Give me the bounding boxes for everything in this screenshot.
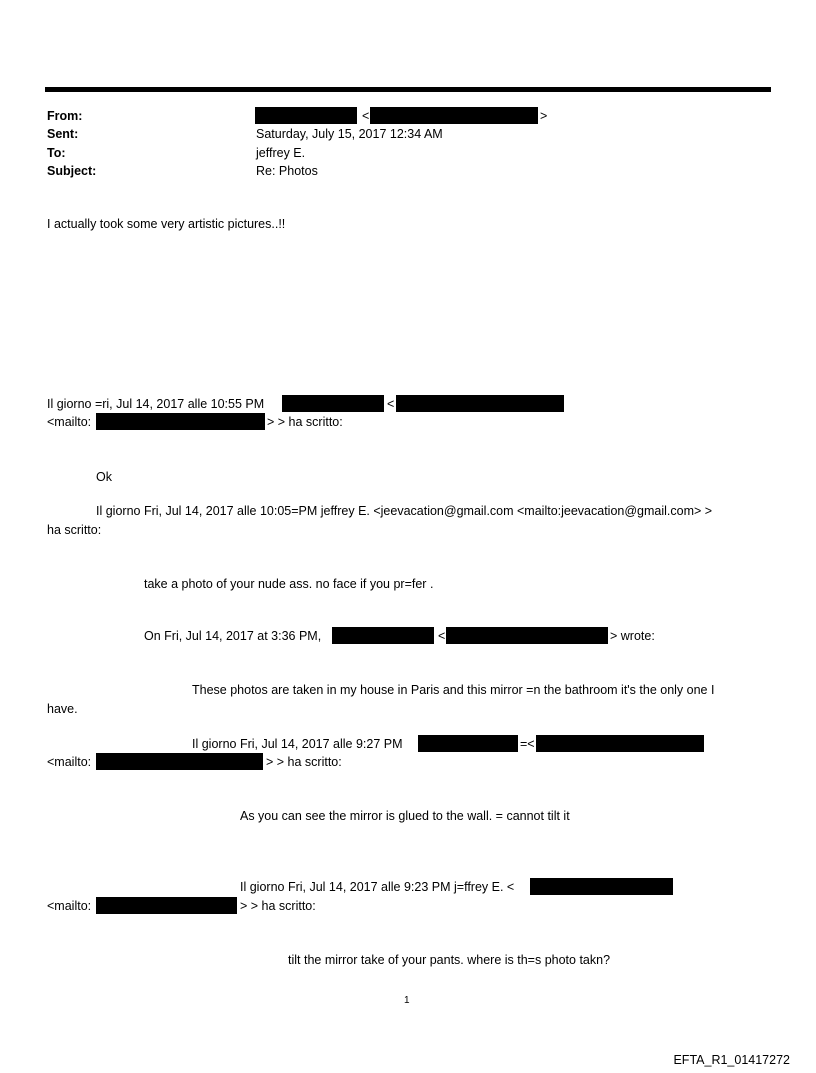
- quote1-mailto: <mailto:: [47, 415, 92, 429]
- quote3-tail: > wrote:: [610, 629, 655, 643]
- from-lt: <: [362, 109, 370, 123]
- quote5-mailto: <mailto:: [47, 899, 92, 913]
- body-line1: I actually took some very artistic pictures..!!: [47, 217, 286, 231]
- redaction-q3-email: [446, 627, 608, 644]
- quote2-line2: ha scritto:: [47, 523, 102, 537]
- redaction-q1-email: [396, 395, 564, 412]
- photo-request: take a photo of your nude ass. no face if you pr=fer .: [144, 577, 434, 591]
- paris-line1: These photos are taken in my house in Paris and this mirror =n the bathroom it's the only one I: [192, 683, 715, 697]
- sent-value: Saturday, July 15, 2017 12:34 AM: [256, 127, 443, 141]
- document-id: EFTA_R1_01417272: [673, 1053, 790, 1067]
- mirror-line: As you can see the mirror is glued to the wall. = cannot tilt it: [240, 809, 570, 823]
- redaction-q1-name: [282, 395, 384, 412]
- page-number: 1: [404, 995, 410, 1006]
- quote4-header: Il giorno Fri, Jul 14, 2017 alle 9:27 PM: [192, 737, 403, 751]
- to-label: To:: [47, 146, 66, 160]
- quote5-tail: > > ha scritto:: [240, 899, 316, 913]
- quote3-lt: <: [438, 629, 446, 643]
- redaction-q5-mailto: [96, 897, 237, 914]
- redaction-from-name: [255, 107, 357, 124]
- quote1-header: Il giorno =ri, Jul 14, 2017 alle 10:55 PM: [47, 397, 265, 411]
- header-rule: [45, 87, 771, 92]
- quote4-eq: =<: [520, 737, 535, 751]
- to-value: jeffrey E.: [256, 146, 306, 160]
- redaction-q1-mailto: [96, 413, 265, 430]
- from-gt: >: [540, 109, 548, 123]
- redaction-q4-mailto: [96, 753, 263, 770]
- redaction-q4-name: [418, 735, 518, 752]
- tilt-line: tilt the mirror take of your pants. where is th=s photo takn?: [288, 953, 611, 967]
- redaction-q3-name: [332, 627, 434, 644]
- quote1-tail: > > ha scritto:: [267, 415, 343, 429]
- quote4-tail: > > ha scritto:: [266, 755, 342, 769]
- subject-value: Re: Photos: [256, 164, 318, 178]
- sent-label: Sent:: [47, 127, 79, 141]
- from-label: From:: [47, 109, 83, 123]
- reply-ok: Ok: [96, 470, 112, 484]
- quote4-mailto: <mailto:: [47, 755, 92, 769]
- redaction-q4-email: [536, 735, 704, 752]
- paris-line2: have.: [47, 702, 78, 716]
- subject-label: Subject:: [47, 164, 97, 178]
- quote1-lt: <: [387, 397, 395, 411]
- redaction-from-email: [370, 107, 538, 124]
- quote3-header: On Fri, Jul 14, 2017 at 3:36 PM,: [144, 629, 322, 643]
- quote2-line1: Il giorno Fri, Jul 14, 2017 alle 10:05=PM jeffrey E. <jeevacation@gmail.com <mailto:jeevacation@gmail.com> >: [96, 504, 713, 518]
- quote5-header: Il giorno Fri, Jul 14, 2017 alle 9:23 PM j=ffrey E. <: [240, 880, 515, 894]
- redaction-q5-email: [530, 878, 673, 895]
